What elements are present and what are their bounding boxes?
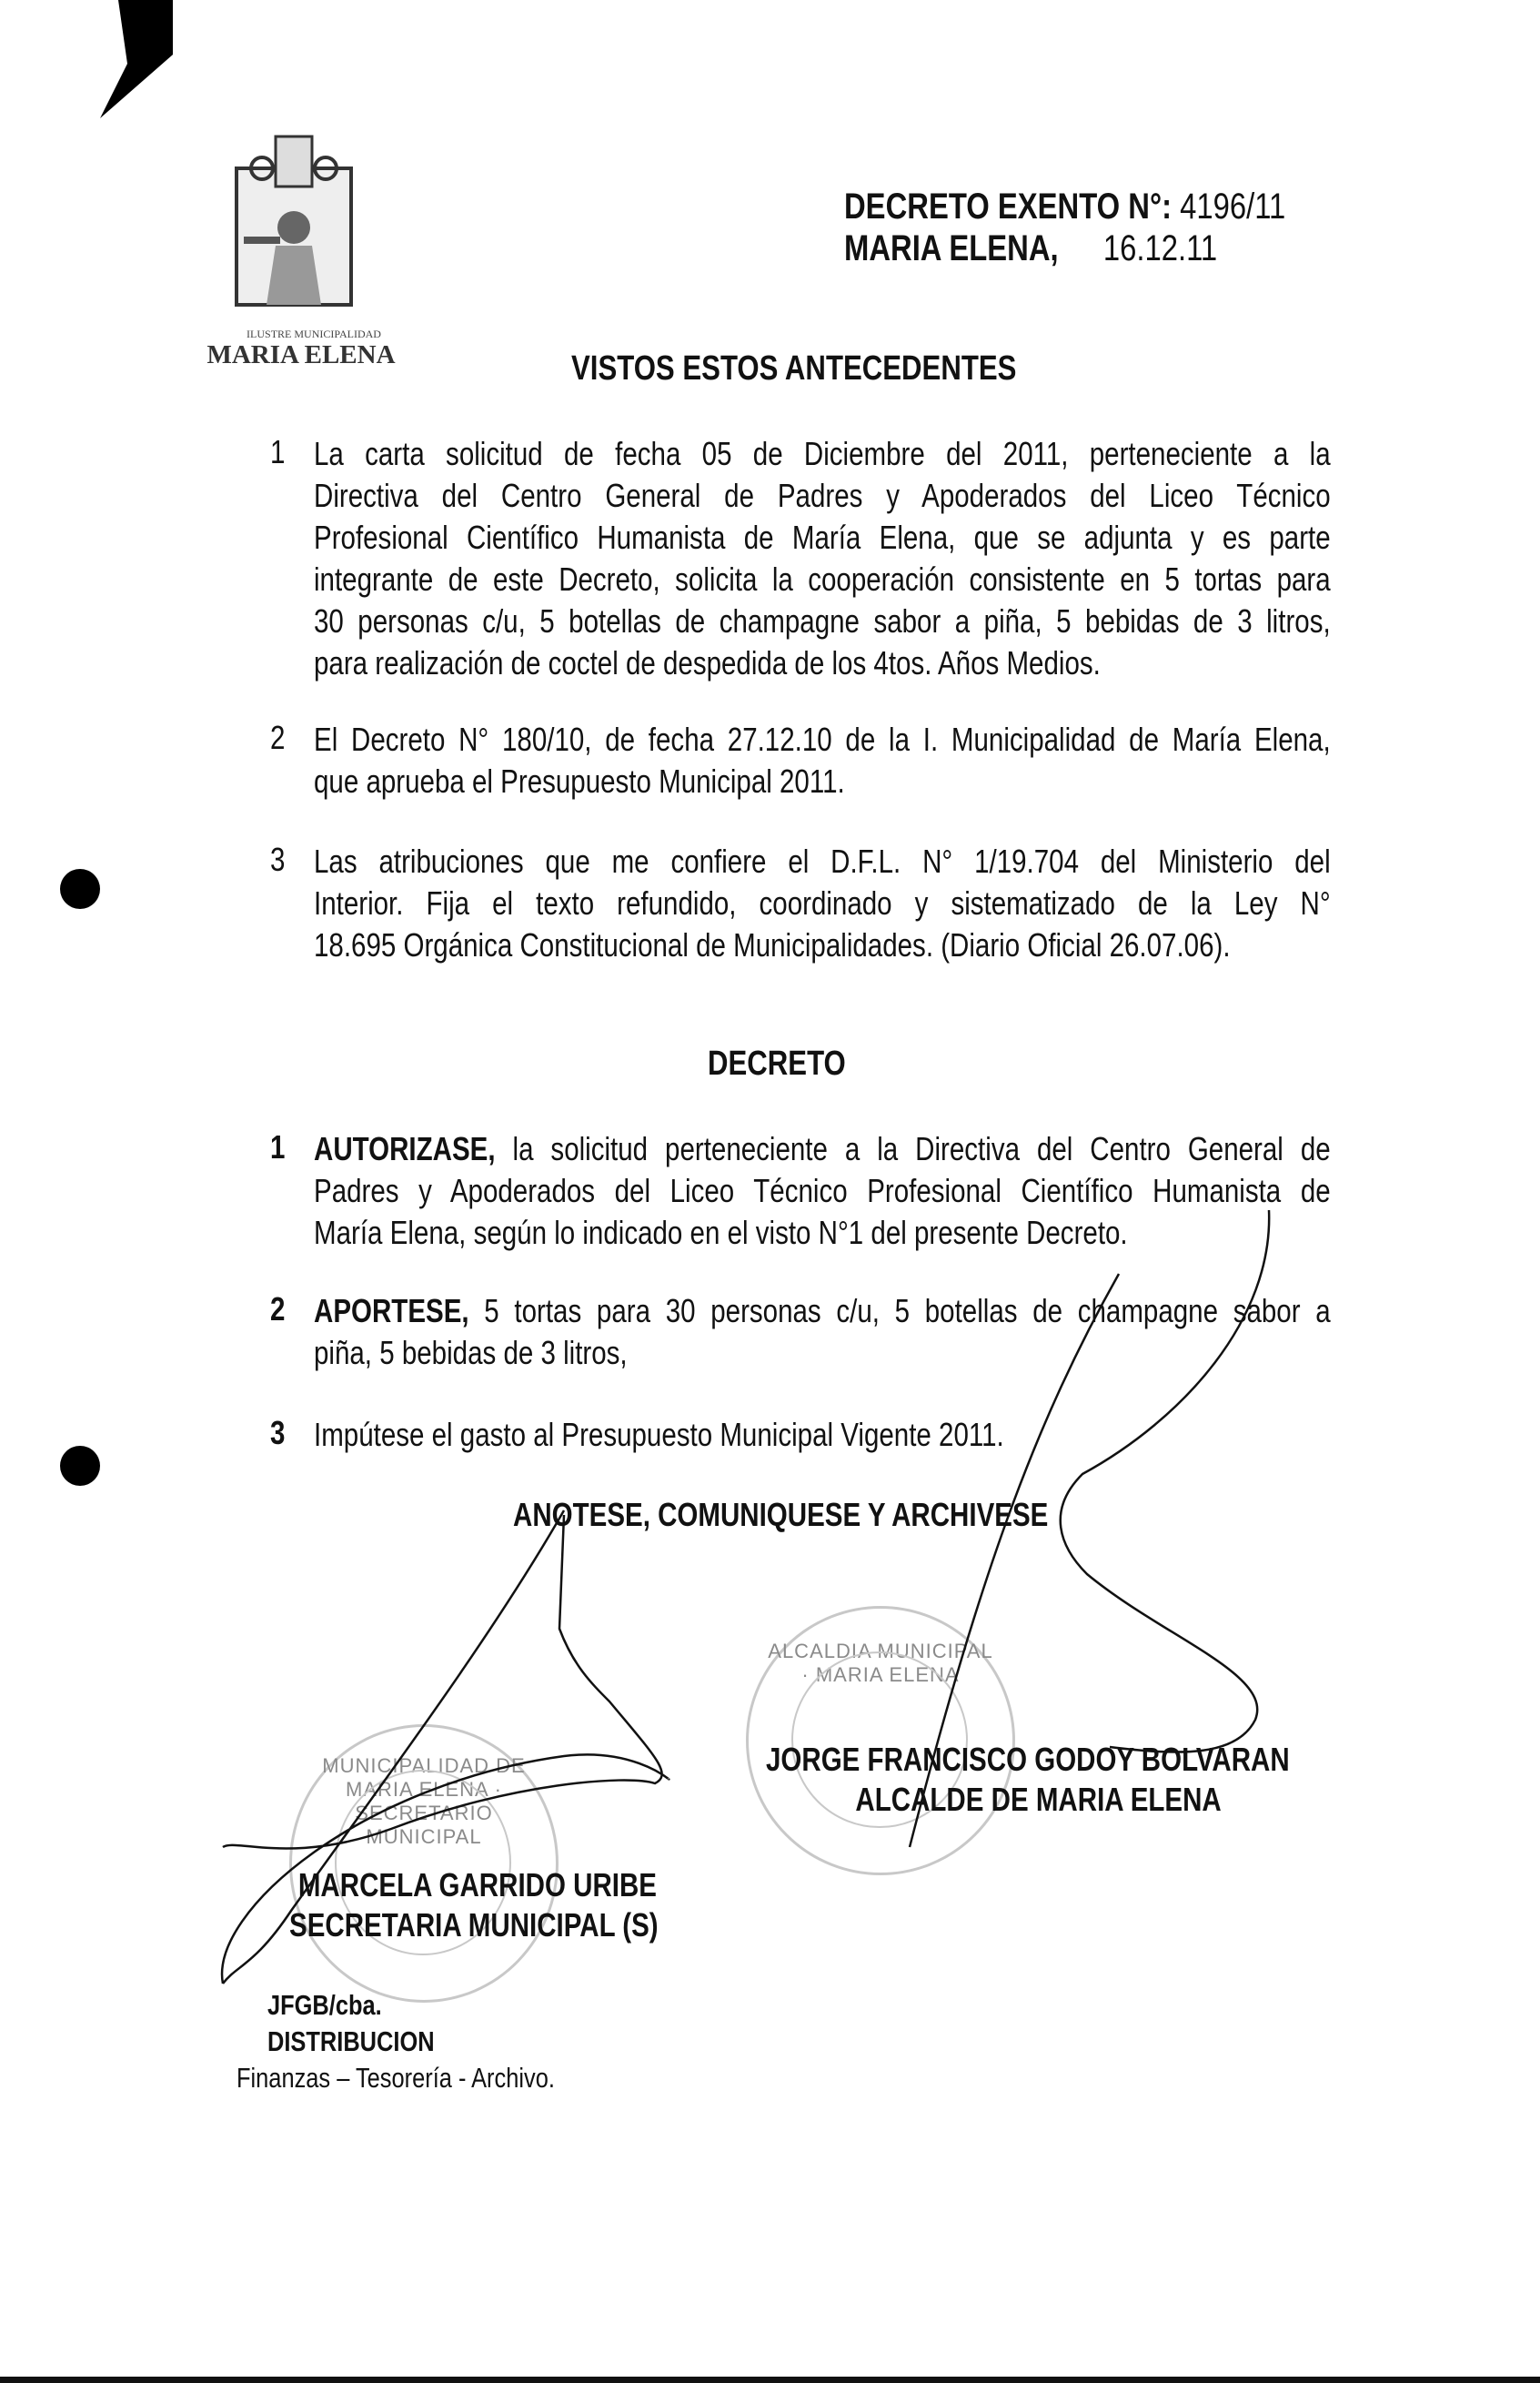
text-line: que aprueba el Presupuesto Municipal 2011.	[314, 762, 845, 800]
text-line: 30 personas c/u, 5 botellas de champagne sabor a piña, 5 bebidas de 3 litros,	[314, 602, 1331, 640]
text-line: Interior. Fija el texto refundido, coordinado y sistematizado de la Ley N°	[314, 884, 1331, 922]
text-line: Padres y Apoderados del Liceo Técnico Profesional Científico Humanista de	[314, 1172, 1331, 1209]
secretary-name: MARCELA GARRIDO URIBE	[297, 1866, 657, 1903]
logo-caption-large: MARIA ELENA	[206, 340, 396, 369]
stamp-text: MUNICIPALIDAD DE MARIA ELENA · SECRETARIO MUNICIPAL	[322, 1754, 526, 1848]
footer-block	[267, 1987, 435, 2060]
decree-date: 16.12.11	[1102, 228, 1218, 268]
text-line: María Elena, según lo indicado en el visto N°1 del presente Decreto.	[314, 1214, 1128, 1251]
text-line: piña, 5 bebidas de 3 litros,	[314, 1334, 628, 1371]
distribution-label: DISTRIBUCION	[267, 2025, 435, 2057]
text-line: 18.695 Orgánica Constitucional de Municipalidades. (Diario Oficial 26.07.06).	[314, 926, 1231, 964]
text-line: para realización de coctel de despedida de los 4tos. Años Medios.	[314, 644, 1101, 682]
item-lead: APORTESE,	[314, 1292, 469, 1329]
text-line: Directiva del Centro General de Padres y Apoderados del Liceo Técnico	[314, 477, 1331, 514]
text-line: integrante de este Decreto, solicita la cooperación consistente en 5 tortas para	[314, 560, 1331, 598]
item-number: 2	[270, 1290, 286, 1328]
mayor-title: ALCALDE DE MARIA ELENA	[855, 1781, 1222, 1818]
mayor-name: JORGE FRANCISCO GODOY BOLVARAN	[766, 1741, 1290, 1778]
decreto-title: DECRETO	[708, 1045, 846, 1083]
scan-edge	[0, 2377, 1540, 2383]
item-number: 3	[270, 1414, 286, 1451]
text-line: Profesional Científico Humanista de María Elena, que se adjunta y es parte	[314, 519, 1331, 556]
logo-caption-small: ILUSTRE MUNICIPALIDAD	[247, 328, 381, 340]
text-line: la solicitud perteneciente a la Directiva del Centro General de	[495, 1130, 1331, 1167]
text-line: Las atribuciones que me confiere el D.F.L. N° 1/19.704 del Ministerio del	[314, 843, 1331, 880]
item-lead: AUTORIZASE,	[314, 1130, 496, 1167]
decree-number: 4196/11	[1180, 187, 1286, 227]
text-line: El Decreto N° 180/10, de fecha 27.12.10 de la I. Municipalidad de María Elena,	[314, 721, 1331, 758]
decree-place: MARIA ELENA,	[844, 228, 1059, 268]
initials: JFGB/cba.	[267, 1989, 382, 2021]
item-number: 3	[270, 841, 286, 878]
text-line: La carta solicitud de fecha 05 de Diciembre del 2011, perteneciente a la	[314, 435, 1331, 472]
distribution-list: Finanzas – Tesorería - Archivo.	[237, 2062, 555, 2094]
vistos-title: VISTOS ESTOS ANTECEDENTES	[571, 349, 1017, 388]
item-number: 1	[270, 1128, 286, 1166]
text-line: Impútese el gasto al Presupuesto Municipal Vigente 2011.	[314, 1416, 1004, 1453]
secretary-title: SECRETARIA MUNICIPAL (S)	[289, 1906, 659, 1944]
item-number: 1	[270, 433, 286, 470]
decree-label: DECRETO EXENTO N°:	[844, 187, 1173, 227]
item-number: 2	[270, 719, 286, 756]
text-line: 5 tortas para 30 personas c/u, 5 botellas de champagne sabor a	[468, 1292, 1331, 1329]
stamp-text: ALCALDIA MUNICIPAL · MARIA ELENA	[768, 1640, 993, 1686]
closing-formula: ANOTESE, COMUNIQUESE Y ARCHIVESE	[513, 1496, 1049, 1533]
